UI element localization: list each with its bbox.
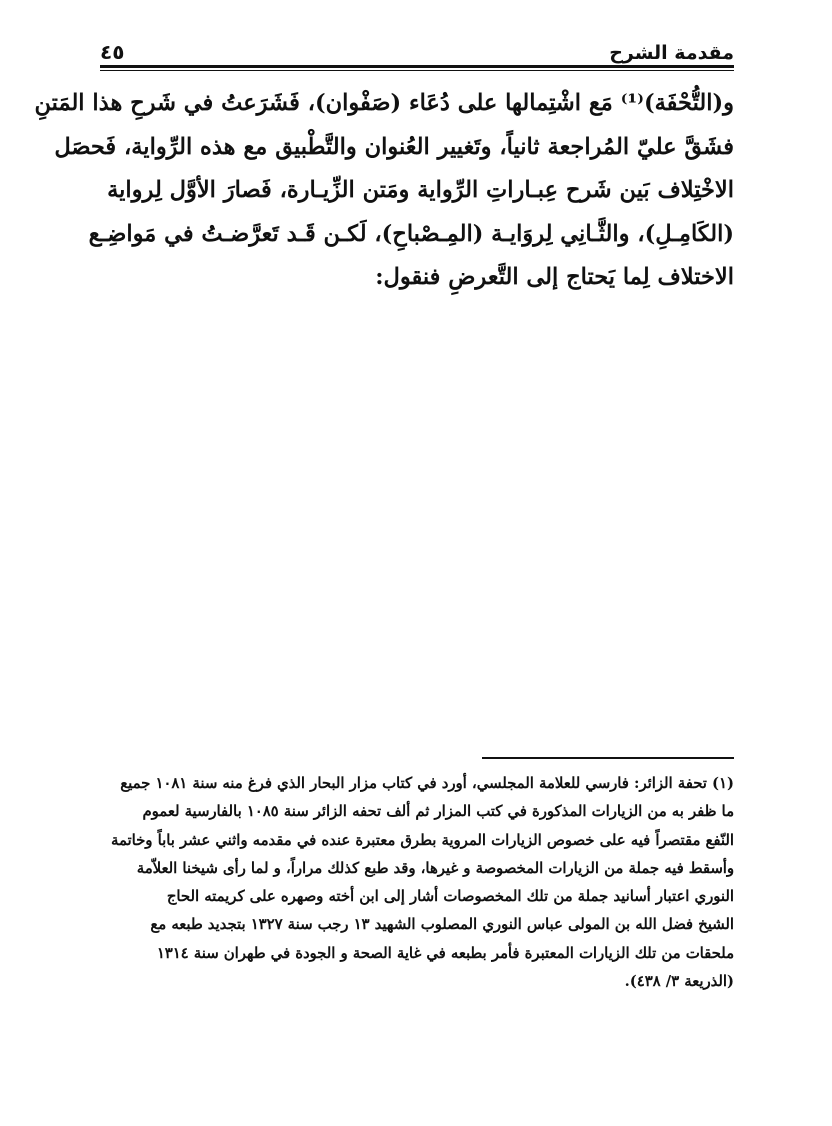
footnote-separator — [482, 757, 734, 759]
footnote-line: (الذريعة ٣/ ٤٣٨). — [624, 973, 734, 991]
footnote-line: الشيخ فضل الله بن المولى عباس النوري المصلوب الشهيد ١٣ رجب سنة ١٣٢٧ بتجديد طبعه مع — [150, 916, 734, 934]
text-line: و(التُّحْفَة)⁽¹⁾ مَع اشْتِمالها على دُعَاء (صَفْوان)، فَشَرَعتُ في شَرحِ هذا المَتنِ — [34, 90, 734, 116]
text-line: الاختلاف لِما يَحتاج إلى التَّعرضِ فنقول: — [375, 264, 734, 290]
footnote-line: النّفع مقتصراً فيه على خصوص الزيارات المروية بطرق معتبرة عنده في مقدمه واثني عشر باباً وخاتمة — [111, 831, 734, 849]
header-rule — [100, 65, 734, 68]
header-rule-thin — [100, 70, 734, 71]
footnote — [100, 770, 734, 996]
footnote-line: وأسقط فيه جملة من الزيارات المخصوصة و غيرها، وقد طبع كذلك مراراً، و لما رأى شيخنا العلاّمة — [136, 859, 734, 877]
footnote-line: ملحقات من تلك الزيارات المعتبرة فأمر بطبعه في غاية الصحة و الجودة في طهران سنة ١٣١٤ — [156, 944, 734, 962]
footnote-line: ما ظفر به من الزيارات المذكورة في كتب المزار ثم ألف تحفه الزائر سنة ١٠٨٥ بالفارسية لعموم — [142, 803, 734, 821]
text-line: (الكَامِـلِ)، والثَّـانِي لِروَايـة (المِـصْباحِ)، لَكـن قَـد تَعرَّضـتُ في مَواضِـع — [88, 220, 734, 247]
main-text — [34, 82, 734, 300]
text-line: فشَقَّ عليّ المُراجعة ثانياً، وتَغيير العُنوان والتَّطْبيق مع هذه الرِّواية، فَحصَل — [54, 133, 734, 160]
text-line: الاخْتِلاف بَين شَرح عِبـاراتِ الرِّواية ومَتن الزِّيـارة، فَصارَ الأوَّل لِرواية — [107, 177, 734, 203]
running-header — [100, 28, 734, 64]
page-number: ٤٥ — [100, 40, 125, 64]
footnote-line: النوري اعتبار أسانيد جملة من تلك المخصوصات أشار إلى ابن أخته وصهره على كريمته الحاج — [166, 888, 734, 906]
footnote-line: (١) تحفة الزائر: فارسي للعلامة المجلسي، أورد في كتاب مزار البحار الذي فرغ منه سنة ١٠٨١ جميع — [120, 775, 734, 792]
running-title: مقدمة الشرح — [609, 42, 734, 64]
